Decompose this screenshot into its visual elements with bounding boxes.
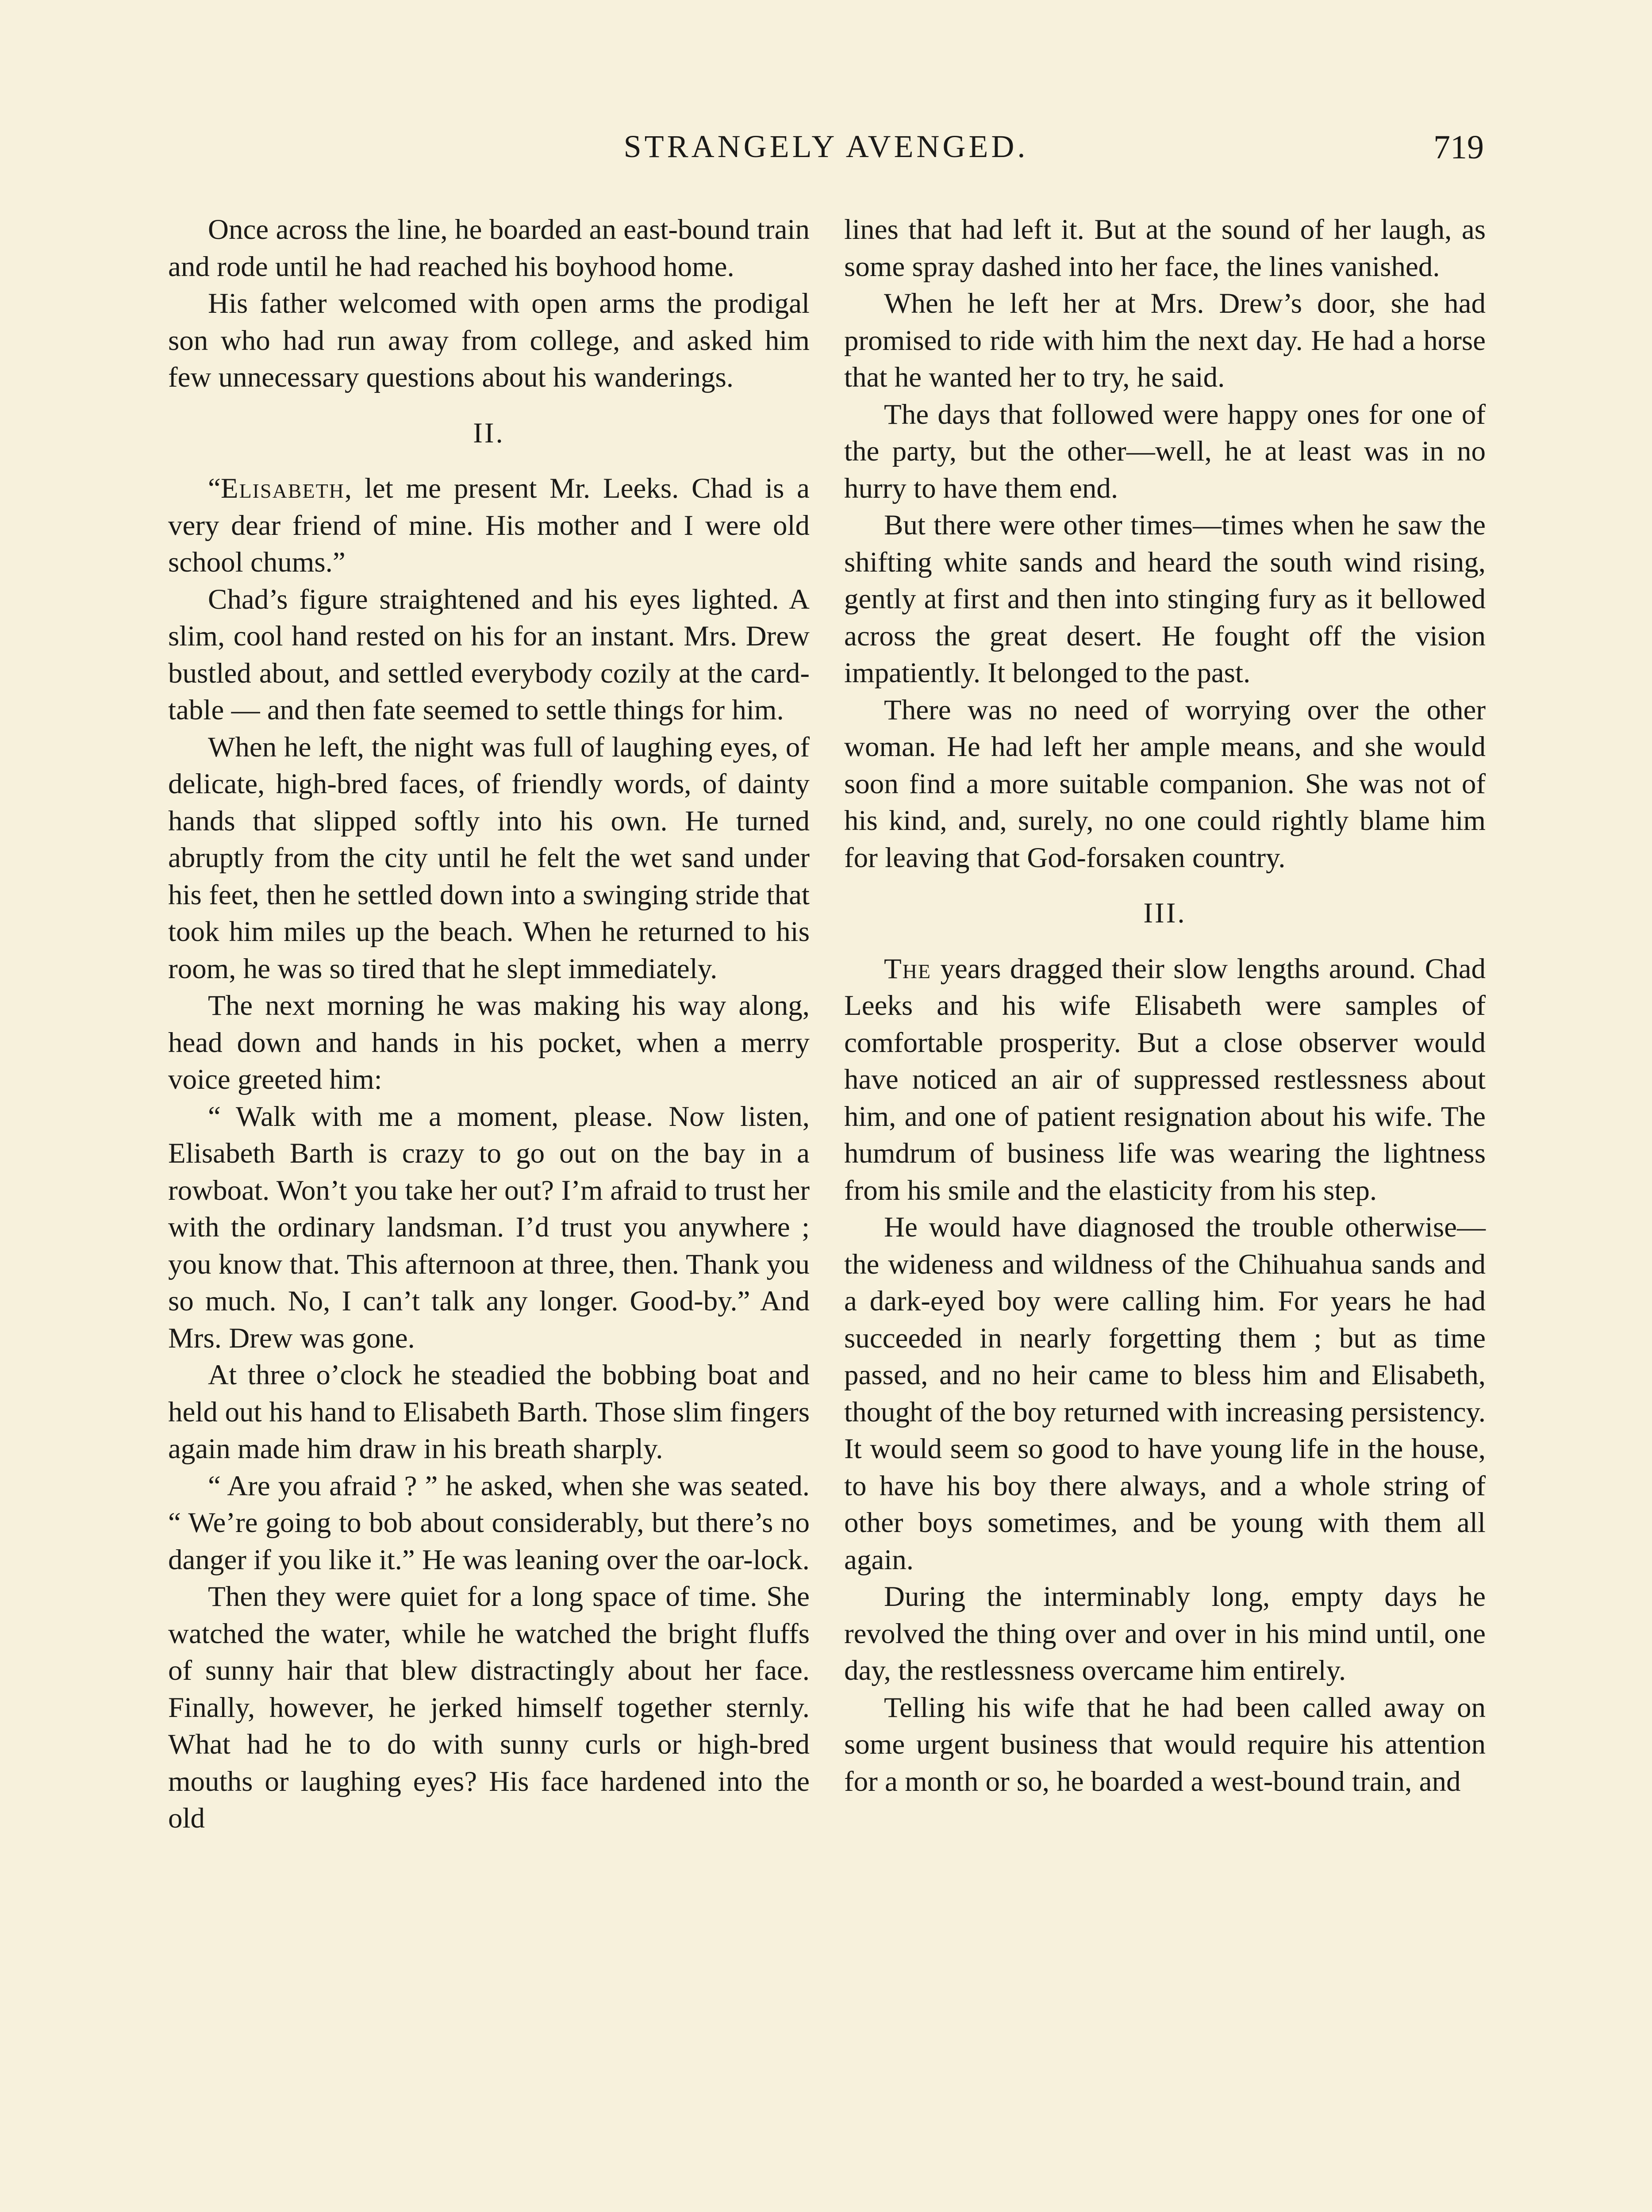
paragraph: He would have diagnosed the trouble otherwise—the wideness and wildness of the Chihuahua sands and a dark-eyed boy were calling him. For years he had succeeded in nearly forgetting them ; but as time passed, and no heir came to bless him and Elisabeth, thought of the boy returned with increasing persistency. It would seem so good to have young life in the house, to have his boy there always, and a whole string of other boys sometimes, and be young with them all again. bbox=[844, 1211, 1486, 1576]
paragraph: The next morning he was making his way along, head down and hands in his pocket, when a merry voice greeted him: bbox=[168, 990, 810, 1095]
paragraph: His father welcomed with open arms the prodigal son who had run away from college, and asked him few unnecessary questions about his wanderings. bbox=[168, 288, 810, 393]
paragraph: “ Are you afraid ? ” he asked, when she was seated. “ We’re going to bob about considerably, but there’s no danger if you like it.” He was leaning over the oar-lock. bbox=[168, 1470, 810, 1576]
section-heading-2: II. bbox=[473, 417, 505, 449]
page-header bbox=[168, 128, 1484, 177]
lead-word: The bbox=[884, 952, 932, 985]
lead-word: Elisabeth bbox=[220, 472, 345, 504]
section-heading-3: III. bbox=[1143, 897, 1187, 929]
paragraph: Once across the line, he boarded an east-bound train and rode until he had reached his boyhood home. bbox=[168, 214, 810, 283]
paragraph: “ Walk with me a moment, please. Now listen, Elisabeth Barth is crazy to go out on the bay in a rowboat. Won’t you take her out? I’m afraid to trust her with the ordinary landsman. I’d trust you anywhere ; you know that. This afternoon at three, then. Thank you so much. No, I can’t talk any longer. Good-by.” And Mrs. Drew was gone. bbox=[168, 1100, 810, 1354]
right-column bbox=[844, 211, 1486, 1800]
paragraph: There was no need of worrying over the other woman. He had left her ample means, and she would soon find a more suitable companion. She was not of his kind, and, surely, no one could rightly blame him for leaving that God-forsaken country. bbox=[844, 694, 1486, 874]
paragraph-text: , let me present Mr. Leeks. Chad is a very dear friend of mine. His mother and I were old school chums.” bbox=[168, 472, 810, 578]
paragraph bbox=[844, 951, 1486, 1210]
paragraph: The days that followed were happy ones for one of the party, but the other—well, he at least was in no hurry to have them end. bbox=[844, 398, 1486, 504]
paragraph: When he left her at Mrs. Drew’s door, she had promised to ride with him the next day. He had a horse that he wanted her to try, he said. bbox=[844, 288, 1486, 393]
running-title: STRANGELY AVENGED. bbox=[623, 129, 1029, 164]
paragraph-text: years dragged their slow lengths around. Chad Leeks and his wife Elisabeth were samples of comfortable prosperity. But a close observer would have noticed an air of suppressed restlessness about him, and one of patient resignation about his wife. The humdrum of business life was wearing the lightness from his smile and the elasticity from his step. bbox=[844, 952, 1486, 1206]
paragraph: But there were other times—times when he saw the shifting white sands and heard the south wind rising, gently at first and then into stinging fury as it bellowed across the great desert. He fought off the vision impatiently. It belonged to the past. bbox=[844, 509, 1486, 689]
paragraph: Chad’s figure straightened and his eyes lighted. A slim, cool hand rested on his for an instant. Mrs. Drew bustled about, and settled everybody cozily at the card-table — and then fate seemed to settle things for him. bbox=[168, 583, 810, 726]
paragraph: Telling his wife that he had been called away on some urgent business that would require his attention for a month or so, he boarded a west-bound train, and bbox=[844, 1691, 1486, 1797]
left-column bbox=[168, 211, 810, 1837]
paragraph: When he left, the night was full of laughing eyes, of delicate, high-bred faces, of friendly words, of dainty hands that slipped softly into his own. He turned abruptly from the city until he felt the wet sand under his feet, then he settled down into a swinging stride that took him miles up the beach. When he returned to his room, he was so tired that he slept immediately. bbox=[168, 731, 810, 985]
paragraph: During the interminably long, empty days he revolved the thing over and over in his mind until, one day, the restlessness overcame him entirely. bbox=[844, 1581, 1486, 1686]
paragraph bbox=[168, 470, 810, 581]
paragraph-continued: lines that had left it. But at the sound of her laugh, as some spray dashed into her face, the lines vanished. bbox=[844, 214, 1486, 283]
open-quote: “ bbox=[208, 472, 221, 504]
paragraph: Then they were quiet for a long space of time. She watched the water, while he watched the bright fluffs of sunny hair that blew distractingly about her face. Finally, however, he jerked himself together sternly. What had he to do with sunny curls or high-bred mouths or laughing eyes? His face hardened into the old bbox=[168, 1581, 810, 1834]
page-number: 719 bbox=[1433, 129, 1484, 166]
paragraph: At three o’clock he steadied the bobbing boat and held out his hand to Elisabeth Barth. Those slim fingers again made him draw in his breath sharply. bbox=[168, 1359, 810, 1465]
